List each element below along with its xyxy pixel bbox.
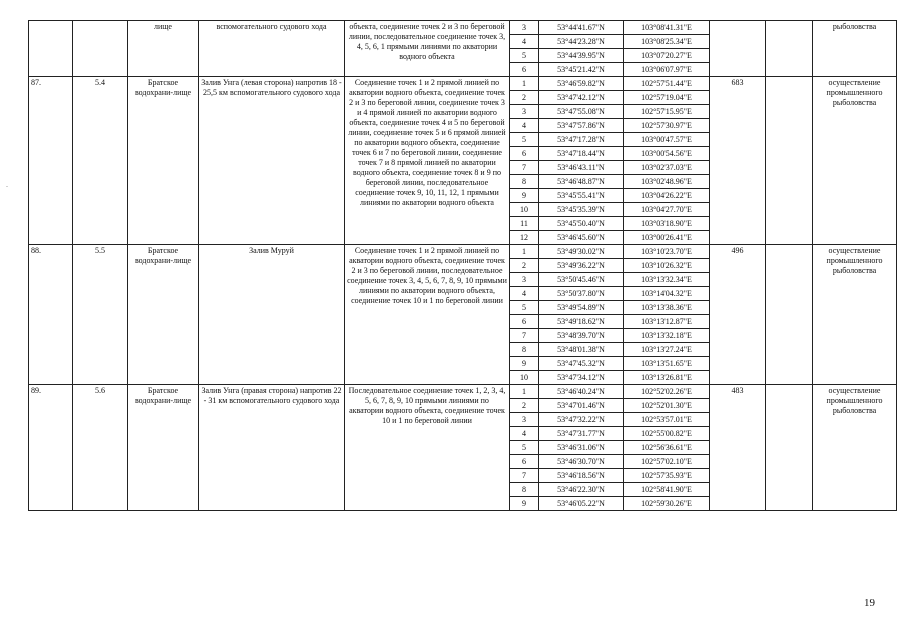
longitude: 103°10'26.32"E — [624, 259, 710, 273]
latitude: 53°44'23.28"N — [539, 35, 624, 49]
table-row — [29, 77, 897, 91]
latitude: 53°46'43.11"N — [539, 161, 624, 175]
longitude: 103°13'51.65"E — [624, 357, 710, 371]
area-value: 483 — [710, 385, 766, 511]
point-number: 5 — [510, 133, 539, 147]
section-code: 5.5 — [73, 245, 128, 385]
site-name: Залив Муруй — [199, 245, 345, 385]
point-number: 4 — [510, 287, 539, 301]
boundary-description: Последовательное соединение точек 1, 2, 3, 4, 5, 6, 7, 8, 9, 10 прямыми линиями по акватории водного объекта, соединение точек 10 и 1 по береговой линии — [345, 385, 510, 511]
page-number: 19 — [864, 597, 875, 609]
purpose: осуществление промышленного рыболовства — [813, 385, 897, 511]
reservoir-name: Братское водохрани-лище — [128, 77, 199, 245]
table-row — [29, 21, 897, 35]
boundary-description: Соединение точек 1 и 2 прямой линией по акватории водного объекта, соединение точек 2 и 3 по береговой линии, соединение точек 3 и 4 прямой линией по акватории водного объекта, соединение точек 4 и 5 по береговой линии, соединение точек 5 и 6 прямой линией по акватории водного объекта, соединение точек 6 и 7 по береговой линии, соединение точек 7 и 8 прямой линией по акватории водного объекта, соединение точек 8 и 9 по береговой линии, последовательное соединение точек 9, 10, 11, 12, 1 прямыми линиями по акватории водного объекта — [345, 77, 510, 245]
area-value: 496 — [710, 245, 766, 385]
latitude: 53°46'22.30"N — [539, 483, 624, 497]
point-number: 6 — [510, 315, 539, 329]
longitude: 102°57'35.93"E — [624, 469, 710, 483]
point-number: 12 — [510, 231, 539, 245]
longitude: 103°06'07.97"E — [624, 63, 710, 77]
longitude: 103°13'32.18"E — [624, 329, 710, 343]
longitude: 102°57'30.97"E — [624, 119, 710, 133]
purpose: осуществление промышленного рыболовства — [813, 77, 897, 245]
point-number: 4 — [510, 427, 539, 441]
boundary-description: объекта, соединение точек 2 и 3 по береговой линии, последовательное соединение точек 3, 4, 5, 6, 1 прямыми линиями по акватории водного объекта — [345, 21, 510, 77]
section-code — [73, 21, 128, 77]
point-number: 6 — [510, 147, 539, 161]
edge-mark: . — [6, 180, 8, 189]
site-name: вспомогательного судового хода — [199, 21, 345, 77]
longitude: 103°04'27.70"E — [624, 203, 710, 217]
latitude: 53°45'50.40"N — [539, 217, 624, 231]
point-number: 2 — [510, 91, 539, 105]
latitude: 53°47'31.77"N — [539, 427, 624, 441]
point-number: 7 — [510, 329, 539, 343]
latitude: 53°47'18.44"N — [539, 147, 624, 161]
point-number: 1 — [510, 385, 539, 399]
longitude: 103°08'25.34"E — [624, 35, 710, 49]
longitude: 103°02'48.96"E — [624, 175, 710, 189]
extra-value — [766, 245, 813, 385]
point-number: 6 — [510, 455, 539, 469]
longitude: 102°57'15.95"E — [624, 105, 710, 119]
reservoir-name: лище — [128, 21, 199, 77]
reservoir-name: Братское водохрани-лище — [128, 385, 199, 511]
point-number: 2 — [510, 259, 539, 273]
extra-value — [766, 77, 813, 245]
longitude: 102°58'41.90"E — [624, 483, 710, 497]
longitude: 102°59'30.26"E — [624, 497, 710, 511]
table-body — [29, 21, 897, 511]
latitude: 53°46'18.56"N — [539, 469, 624, 483]
section-code: 5.4 — [73, 77, 128, 245]
point-number: 7 — [510, 469, 539, 483]
latitude: 53°47'57.86"N — [539, 119, 624, 133]
latitude: 53°48'39.70"N — [539, 329, 624, 343]
table-row — [29, 245, 897, 259]
section-code: 5.6 — [73, 385, 128, 511]
longitude: 102°52'01.30"E — [624, 399, 710, 413]
longitude: 102°57'19.04"E — [624, 91, 710, 105]
longitude: 103°10'23.70"E — [624, 245, 710, 259]
point-number: 4 — [510, 119, 539, 133]
longitude: 102°55'00.82"E — [624, 427, 710, 441]
entry-number: 89. — [29, 385, 73, 511]
site-name: Залив Унга (левая сторона) напротив 18 - 25,5 км вспомогательного судового хода — [199, 77, 345, 245]
longitude: 103°08'41.31"E — [624, 21, 710, 35]
point-number: 8 — [510, 483, 539, 497]
latitude: 53°50'45.46"N — [539, 273, 624, 287]
latitude: 53°46'40.24"N — [539, 385, 624, 399]
point-number: 11 — [510, 217, 539, 231]
longitude: 103°13'27.24"E — [624, 343, 710, 357]
point-number: 10 — [510, 371, 539, 385]
longitude: 102°56'36.61"E — [624, 441, 710, 455]
point-number: 3 — [510, 413, 539, 427]
longitude: 103°14'04.32"E — [624, 287, 710, 301]
latitude: 53°45'55.41"N — [539, 189, 624, 203]
latitude: 53°45'21.42"N — [539, 63, 624, 77]
latitude: 53°50'37.80"N — [539, 287, 624, 301]
latitude: 53°44'41.67"N — [539, 21, 624, 35]
area-value — [710, 21, 766, 77]
point-number: 5 — [510, 49, 539, 63]
longitude: 103°13'26.81"E — [624, 371, 710, 385]
longitude: 103°00'47.57"E — [624, 133, 710, 147]
extra-value — [766, 21, 813, 77]
point-number: 9 — [510, 497, 539, 511]
latitude: 53°47'17.28"N — [539, 133, 624, 147]
latitude: 53°47'45.32"N — [539, 357, 624, 371]
longitude: 103°04'26.22"E — [624, 189, 710, 203]
latitude: 53°47'55.08"N — [539, 105, 624, 119]
longitude: 103°00'54.56"E — [624, 147, 710, 161]
coordinates-table — [28, 20, 897, 511]
longitude: 102°57'02.10"E — [624, 455, 710, 469]
point-number: 10 — [510, 203, 539, 217]
latitude: 53°46'48.87"N — [539, 175, 624, 189]
point-number: 2 — [510, 399, 539, 413]
latitude: 53°49'54.89"N — [539, 301, 624, 315]
latitude: 53°45'35.39"N — [539, 203, 624, 217]
point-number: 3 — [510, 21, 539, 35]
point-number: 1 — [510, 245, 539, 259]
longitude: 103°07'20.27"E — [624, 49, 710, 63]
latitude: 53°49'30.02"N — [539, 245, 624, 259]
table-row — [29, 385, 897, 399]
point-number: 7 — [510, 161, 539, 175]
point-number: 9 — [510, 357, 539, 371]
boundary-description: Соединение точек 1 и 2 прямой линией по акватории водного объекта, соединение точек 2 и 3 по береговой линии, последовательное соединение точек 3, 4, 5, 6, 7, 8, 9, 10 прямыми линиями по акватории водного объекта, соединение точек 10 и 1 по береговой линии — [345, 245, 510, 385]
latitude: 53°49'36.22"N — [539, 259, 624, 273]
latitude: 53°47'42.12"N — [539, 91, 624, 105]
latitude: 53°47'34.12"N — [539, 371, 624, 385]
longitude: 103°03'18.90"E — [624, 217, 710, 231]
latitude: 53°46'31.06"N — [539, 441, 624, 455]
point-number: 8 — [510, 175, 539, 189]
point-number: 6 — [510, 63, 539, 77]
longitude: 103°13'12.87"E — [624, 315, 710, 329]
area-value: 683 — [710, 77, 766, 245]
extra-value — [766, 385, 813, 511]
longitude: 103°13'32.34"E — [624, 273, 710, 287]
purpose: рыболовства — [813, 21, 897, 77]
latitude: 53°46'45.60"N — [539, 231, 624, 245]
latitude: 53°46'30.70"N — [539, 455, 624, 469]
point-number: 9 — [510, 189, 539, 203]
latitude: 53°48'01.38"N — [539, 343, 624, 357]
entry-number — [29, 21, 73, 77]
point-number: 1 — [510, 77, 539, 91]
site-name: Залив Унга (правая сторона) напротив 22 - 31 км вспомогательного судового хода — [199, 385, 345, 511]
point-number: 3 — [510, 273, 539, 287]
latitude: 53°47'01.46"N — [539, 399, 624, 413]
longitude: 102°52'02.26"E — [624, 385, 710, 399]
purpose: осуществление промышленного рыболовства — [813, 245, 897, 385]
longitude: 103°02'37.03"E — [624, 161, 710, 175]
latitude: 53°46'59.82"N — [539, 77, 624, 91]
latitude: 53°46'05.22"N — [539, 497, 624, 511]
entry-number: 88. — [29, 245, 73, 385]
longitude: 103°00'26.41"E — [624, 231, 710, 245]
point-number: 3 — [510, 105, 539, 119]
reservoir-name: Братское водохрани-лище — [128, 245, 199, 385]
point-number: 4 — [510, 35, 539, 49]
point-number: 8 — [510, 343, 539, 357]
longitude: 102°53'57.01"E — [624, 413, 710, 427]
latitude: 53°44'39.95"N — [539, 49, 624, 63]
longitude: 102°57'51.44"E — [624, 77, 710, 91]
entry-number: 87. — [29, 77, 73, 245]
point-number: 5 — [510, 301, 539, 315]
longitude: 103°13'38.36"E — [624, 301, 710, 315]
latitude: 53°47'32.22"N — [539, 413, 624, 427]
point-number: 5 — [510, 441, 539, 455]
latitude: 53°49'18.62"N — [539, 315, 624, 329]
